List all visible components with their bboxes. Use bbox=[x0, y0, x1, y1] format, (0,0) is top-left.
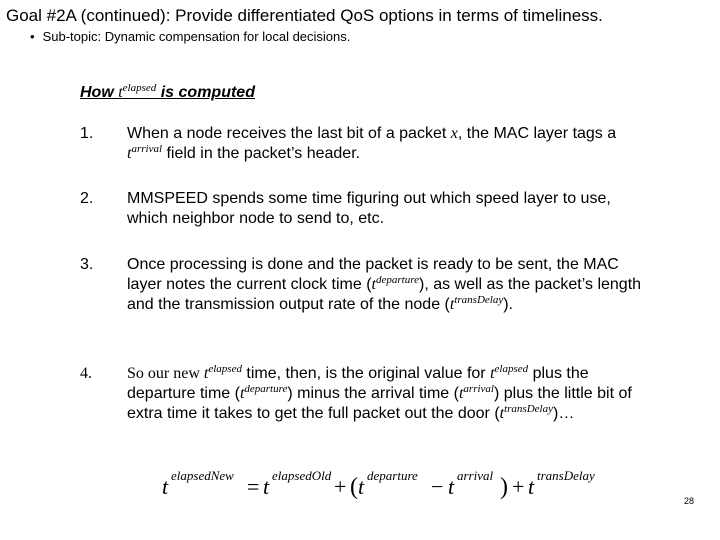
formula-rparen: ) bbox=[500, 474, 508, 500]
text: ), as well as the packet’s length and the transmission output rate of the node ( bbox=[127, 276, 642, 313]
formula-t-lhs: t bbox=[162, 474, 169, 499]
heading-text-end: is computed bbox=[156, 84, 255, 101]
formula-plus-1: + bbox=[334, 474, 347, 499]
text: )… bbox=[552, 405, 575, 422]
bullet-icon: • bbox=[30, 29, 35, 44]
section-heading bbox=[80, 84, 255, 102]
item-number: 4. bbox=[80, 365, 92, 382]
var-t: t bbox=[499, 405, 505, 422]
formula-sup-dep: departure bbox=[367, 468, 418, 483]
var-t: t bbox=[371, 276, 376, 293]
var-t: t bbox=[490, 365, 495, 382]
item-body bbox=[127, 255, 647, 315]
page-number: 28 bbox=[684, 496, 695, 506]
text: field in the packet’s header. bbox=[162, 145, 361, 162]
heading-var: t bbox=[118, 84, 123, 101]
text: So our new bbox=[127, 365, 204, 382]
formula-t-dep: t bbox=[358, 474, 365, 499]
formula-plus-2: + bbox=[512, 474, 525, 499]
var-t: t bbox=[449, 296, 455, 313]
item-number: 3. bbox=[80, 256, 94, 273]
item-number: 1. bbox=[80, 125, 94, 142]
formula-t-arr: t bbox=[448, 474, 455, 499]
formula-lparen: ( bbox=[350, 474, 358, 500]
text: , the MAC layer tags a bbox=[457, 125, 617, 142]
sup: transDelay bbox=[504, 403, 553, 415]
text: Once processing is done and the packet is ready to be sent, the MAC layer notes the current clock time ( bbox=[127, 256, 619, 293]
sup: departure bbox=[244, 383, 288, 395]
var-t: t bbox=[458, 385, 464, 402]
sup: elapsed bbox=[494, 363, 529, 375]
sup: departure bbox=[376, 274, 419, 286]
formula bbox=[160, 466, 610, 502]
sup: arrival bbox=[131, 143, 163, 155]
text: plus the departure time ( bbox=[127, 365, 589, 402]
formula-sup-lhs: elapsedNew bbox=[171, 468, 234, 483]
sup: arrival bbox=[463, 383, 494, 395]
formula-t-trans: t bbox=[528, 474, 535, 499]
var-t: t bbox=[203, 365, 209, 382]
subtopic bbox=[30, 29, 350, 44]
sup: transDelay bbox=[454, 294, 504, 306]
formula-sup-arr: arrival bbox=[457, 468, 494, 483]
slide-title: Goal #2A (continued): Provide differentiated QoS options in terms of timeliness. bbox=[6, 6, 603, 25]
subtopic-text: Sub-topic: Dynamic compensation for local decisions. bbox=[42, 29, 351, 44]
item-body: MMSPEED spends some time figuring out which speed layer to use, which neighbor node to send to, etc. bbox=[127, 190, 611, 227]
item-number: 2. bbox=[80, 190, 94, 207]
formula-equals: = bbox=[247, 474, 260, 499]
formula-sup-trans: transDelay bbox=[537, 468, 595, 483]
var-x: x bbox=[450, 125, 458, 142]
text: ) plus the little bit of extra time it takes to get the full packet out the door ( bbox=[127, 385, 632, 422]
heading-text: How bbox=[80, 84, 119, 101]
formula-t-old: t bbox=[263, 474, 270, 499]
item-body bbox=[127, 364, 647, 424]
item-body bbox=[127, 124, 647, 164]
text: time, then, is the original value for bbox=[241, 365, 491, 382]
heading-sup: elapsed bbox=[122, 82, 157, 94]
var-t: t bbox=[239, 385, 245, 402]
var-t: t bbox=[127, 145, 132, 162]
formula-minus: − bbox=[431, 474, 444, 499]
text: ). bbox=[503, 296, 513, 313]
text: ) minus the arrival time ( bbox=[287, 385, 459, 402]
formula-sup-old: elapsedOld bbox=[272, 468, 332, 483]
text: When a node receives the last bit of a packet bbox=[127, 125, 451, 142]
sup: elapsed bbox=[208, 363, 242, 375]
